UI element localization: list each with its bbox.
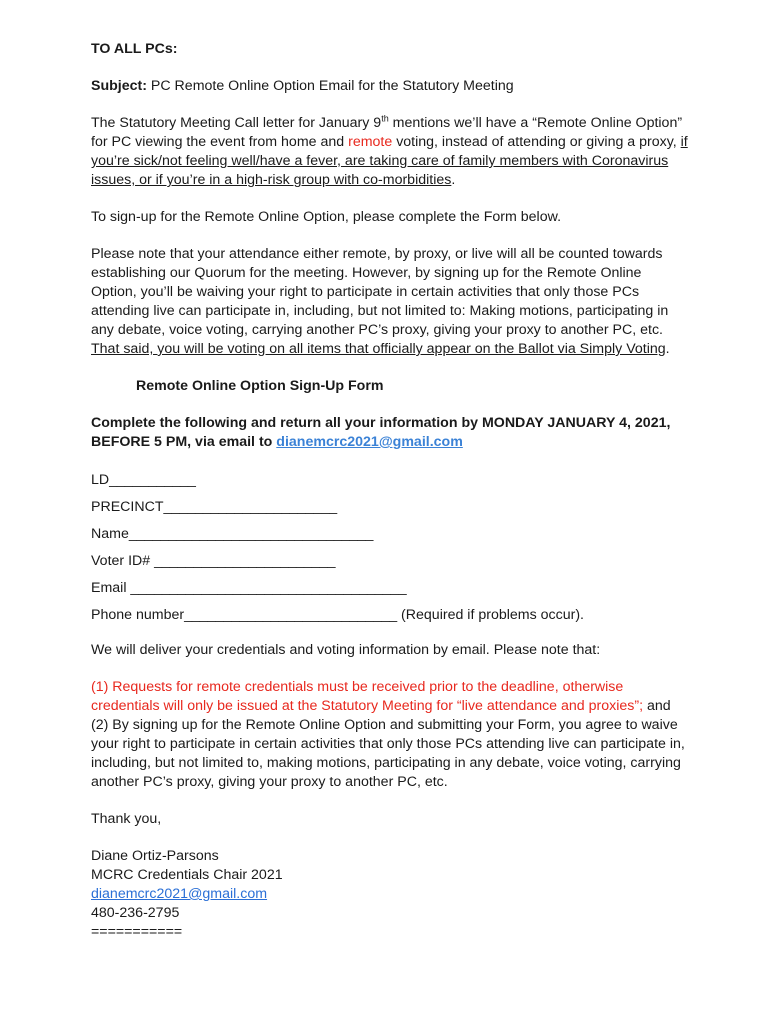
intro-end: .	[451, 172, 456, 188]
intro-part1: The Statutory Meeting Call letter for January 9	[91, 115, 382, 131]
signup-form-fields	[91, 467, 691, 629]
signer-email-link[interactable]: dianemcrc2021@gmail.com	[91, 886, 268, 902]
letter-heading: TO ALL PCs:	[91, 41, 178, 57]
condition-two: and (2) By signing up for the Remote Online Option and submitting your Form, you agree to waive your right to participate in certain activities that only those PCs attending live can participate in, including, but not limited to, making motions, participating in any debate, voice voting, carrying another PC’s proxy, giving your proxy to another PC, etc.	[91, 698, 685, 790]
remote-word: remote	[348, 134, 393, 150]
condition-one: (1) Requests for remote credentials must be received prior to the deadline, otherwise credentials will only be issued at the Statutory Meeting for “live attendance and proxies”;	[91, 679, 644, 714]
name-field[interactable]: Name_______________________________	[91, 526, 374, 542]
deadline-text: Complete the following and return all your information by MONDAY JANUARY 4, 2021, BEFORE 5 PM, via email to	[91, 415, 671, 450]
conditions-paragraph	[91, 678, 691, 792]
intro-part3: voting, instead of attending or giving a proxy,	[392, 134, 681, 150]
signature-block	[91, 847, 691, 942]
signer-name: Diane Ortiz-Parsons	[91, 848, 219, 864]
subject-line	[91, 77, 691, 96]
closing-line: Thank you,	[91, 811, 162, 827]
attendance-paragraph	[91, 245, 691, 359]
intro-underlined: if you’re sick/not feeling well/have a fever, are taking care of family members with Coronavirus issues, or if you’re in a high-risk group with co-morbidities	[91, 134, 688, 188]
deadline-paragraph	[91, 414, 691, 452]
attendance-end: .	[665, 341, 670, 357]
signature-divider: ===========	[91, 924, 183, 940]
subject-label: Subject:	[91, 78, 147, 94]
email-field[interactable]: Email ___________________________________	[91, 580, 407, 596]
attendance-underlined: That said, you will be voting on all items that officially appear on the Ballot via Simply Voting	[91, 341, 666, 357]
signup-instruction: To sign-up for the Remote Online Option, please complete the Form below.	[91, 209, 562, 225]
signer-title: MCRC Credentials Chair 2021	[91, 867, 283, 883]
ld-field[interactable]: LD___________	[91, 472, 196, 488]
voter-id-field[interactable]: Voter ID# _______________________	[91, 553, 336, 569]
subject-text: PC Remote Online Option Email for the Statutory Meeting	[146, 78, 514, 94]
intro-superscript: th	[381, 113, 389, 124]
signer-phone: 480-236-2795	[91, 905, 180, 921]
form-title: Remote Online Option Sign-Up Form	[136, 378, 384, 394]
letter-page	[91, 40, 691, 942]
phone-field[interactable]: Phone number___________________________ (Required if problems occur).	[91, 607, 584, 623]
intro-paragraph	[91, 114, 691, 190]
deadline-email-link[interactable]: dianemcrc2021@gmail.com	[276, 434, 463, 450]
credentials-intro: We will deliver your credentials and voting information by email. Please note that:	[91, 642, 601, 658]
attendance-text: Please note that your attendance either remote, by proxy, or live will all be counted towards establishing our Quorum for the meeting. However, by signing up for the Remote Online Option, you’ll be waiving your right to participate in certain activities that only those PCs attending live can participate in, including, but not limited to: Making motions, participating in any debate, voice voting, carrying another PC’s proxy, giving your proxy to another PC, etc.	[91, 246, 669, 338]
intro-part2: mentions we’ll have a “Remote Online Option” for PC viewing the event from home and	[91, 115, 683, 150]
precinct-field[interactable]: PRECINCT______________________	[91, 499, 338, 515]
